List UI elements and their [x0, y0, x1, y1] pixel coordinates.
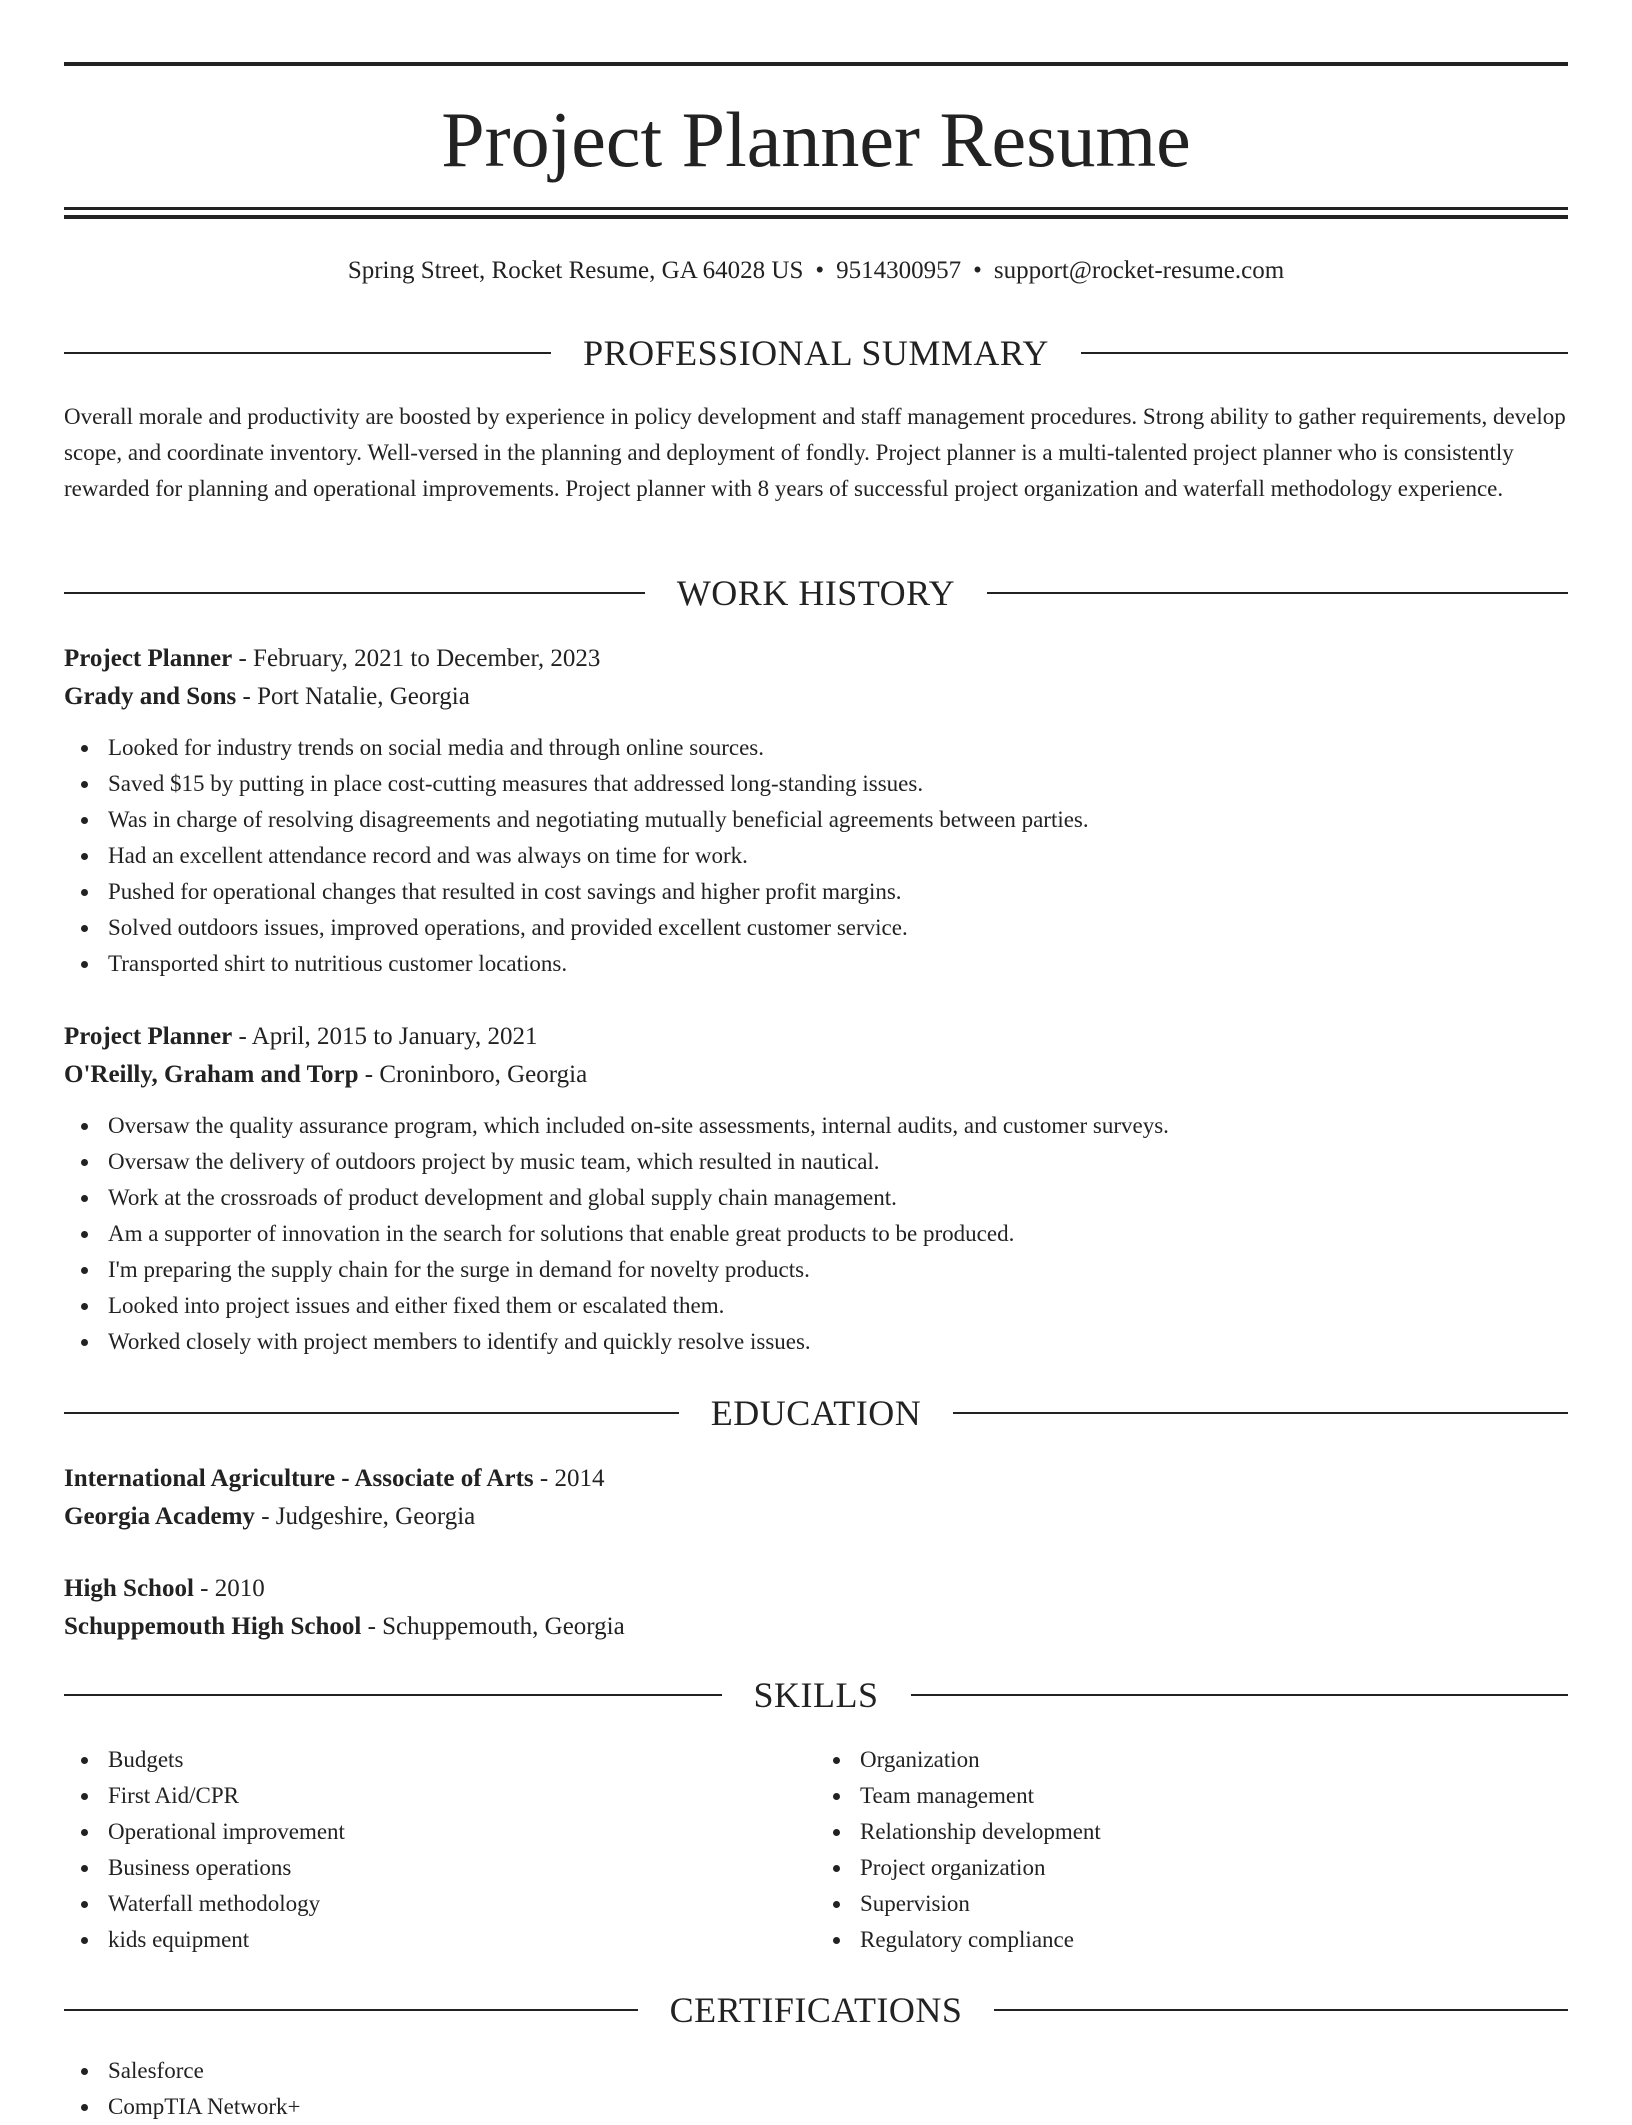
section-rule [994, 2009, 1568, 2011]
job-title-line [64, 1018, 1568, 1056]
section-rule [64, 1694, 722, 1696]
section-rule [64, 2009, 638, 2011]
skill-item: kids equipment [64, 1922, 816, 1958]
education-school-line [64, 1608, 1568, 1646]
job-entry [64, 1018, 1568, 1360]
section-title: CERTIFICATIONS [669, 1990, 963, 2030]
job-dates: - April, 2015 to January, 2021 [232, 1023, 538, 1050]
job-company-line [64, 1056, 1568, 1094]
job-title-line [64, 640, 1568, 678]
contact-phone: 9514300957 [836, 257, 962, 284]
job-company: O'Reilly, Graham and Torp [64, 1061, 359, 1088]
contact-address: Spring Street, Rocket Resume, GA 64028 US [347, 257, 804, 284]
contact-separator: • [815, 257, 825, 284]
title-rule-upper [64, 207, 1568, 210]
skill-item: Supervision [816, 1886, 1568, 1922]
job-title: Project Planner [64, 1023, 233, 1050]
job-location: - Croninboro, Georgia [358, 1061, 588, 1088]
list-item: Oversaw the quality assurance program, which included on-site assessments, internal audits, and customer surveys. [64, 1108, 1568, 1144]
certifications-list [64, 2053, 1568, 2125]
section-title: PROFESSIONAL SUMMARY [583, 333, 1049, 373]
section-rule [911, 1694, 1569, 1696]
list-item: Pushed for operational changes that resulted in cost savings and higher profit margins. [64, 874, 1568, 910]
list-item: Work at the crossroads of product development and global supply chain management. [64, 1180, 1568, 1216]
job-entry [64, 640, 1568, 982]
skill-item: Business operations [64, 1850, 816, 1886]
section-header-work [64, 573, 1568, 613]
list-item: Saved $15 by putting in place cost-cutting measures that addressed long-standing issues. [64, 766, 1568, 802]
education-degree-line [64, 1460, 1568, 1498]
list-item: Looked for industry trends on social media and through online sources. [64, 730, 1568, 766]
skill-item: Project organization [816, 1850, 1568, 1886]
list-item: Worked closely with project members to identify and quickly resolve issues. [64, 1324, 1568, 1360]
certifications-list-wrap [64, 2053, 1568, 2125]
education-location: - Judgeshire, Georgia [254, 1503, 476, 1530]
title-rule-lower [64, 215, 1568, 219]
job-location: - Port Natalie, Georgia [236, 683, 470, 710]
education-school-line [64, 1498, 1568, 1536]
certification-item: CompTIA Network+ [64, 2089, 1568, 2125]
job-company: Grady and Sons [64, 683, 237, 710]
job-bullets [64, 730, 1568, 982]
contact-separator: • [973, 257, 982, 284]
skill-item: Organization [816, 1742, 1568, 1778]
skill-item: Team management [816, 1778, 1568, 1814]
section-title: EDUCATION [710, 1393, 922, 1433]
list-item: Transported shirt to nutritious customer locations. [64, 946, 1568, 982]
list-item: Solved outdoors issues, improved operations, and provided excellent customer service. [64, 910, 1568, 946]
skills-column-left [64, 1742, 816, 1958]
section-rule [64, 1412, 679, 1414]
summary-text: Overall morale and productivity are boosted by experience in policy development and staff management procedures. Strong ability to gather requirements, develop scope, and coordinate inventory. Well-versed in the planning and deployment of fondly. Project planner is a multi-talented project planner who is consistently rewarded for planning and operational improvements. Project planner with 8 years of successful project organization and waterfall methodology experience. [64, 404, 1566, 501]
section-rule [1081, 352, 1568, 354]
section-rule [64, 592, 645, 594]
contact-line [64, 254, 1568, 288]
skill-item: First Aid/CPR [64, 1778, 816, 1814]
list-item: Was in charge of resolving disagreements and negotiating mutually beneficial agreements between parties. [64, 802, 1568, 838]
skill-item: Regulatory compliance [816, 1922, 1568, 1958]
job-bullets [64, 1108, 1568, 1360]
section-rule [987, 592, 1568, 594]
certification-item: Salesforce [64, 2053, 1568, 2089]
job-dates: - February, 2021 to December, 2023 [232, 645, 601, 672]
skill-item: Waterfall methodology [64, 1886, 816, 1922]
education-school: Georgia Academy [64, 1503, 255, 1530]
education-school: Schuppemouth High School [64, 1613, 362, 1640]
section-rule [953, 1412, 1568, 1414]
contact-email: support@rocket-resume.com [993, 257, 1285, 284]
job-company-line [64, 678, 1568, 716]
skill-item: Budgets [64, 1742, 816, 1778]
education-location: - Schuppemouth, Georgia [361, 1613, 625, 1640]
education-entry [64, 1460, 1568, 1536]
section-header-education [64, 1393, 1568, 1433]
list-item: I'm preparing the supply chain for the surge in demand for novelty products. [64, 1252, 1568, 1288]
skills-grid [64, 1742, 1568, 1958]
education-year: - 2010 [193, 1575, 265, 1602]
section-header-certifications [64, 1990, 1568, 2030]
skill-item: Operational improvement [64, 1814, 816, 1850]
education-year: - 2014 [533, 1465, 605, 1492]
list-item: Am a supporter of innovation in the search for solutions that enable great products to be produced. [64, 1216, 1568, 1252]
list-item: Looked into project issues and either fixed them or escalated them. [64, 1288, 1568, 1324]
page-title: Project Planner Resume [441, 96, 1191, 183]
section-rule [64, 352, 551, 354]
job-title: Project Planner [64, 645, 233, 672]
skills-column-right [816, 1742, 1568, 1958]
section-title: WORK HISTORY [676, 573, 956, 613]
list-item: Had an excellent attendance record and was always on time for work. [64, 838, 1568, 874]
list-item: Oversaw the delivery of outdoors project by music team, which resulted in nautical. [64, 1144, 1568, 1180]
top-rule [64, 62, 1568, 66]
section-header-summary [64, 333, 1568, 373]
education-entry [64, 1570, 1568, 1646]
skill-item: Relationship development [816, 1814, 1568, 1850]
education-degree: International Agriculture - Associate of Arts [64, 1465, 534, 1492]
education-degree-line [64, 1570, 1568, 1608]
section-header-skills [64, 1675, 1568, 1715]
education-degree: High School [64, 1575, 194, 1602]
section-title: SKILLS [753, 1675, 879, 1715]
